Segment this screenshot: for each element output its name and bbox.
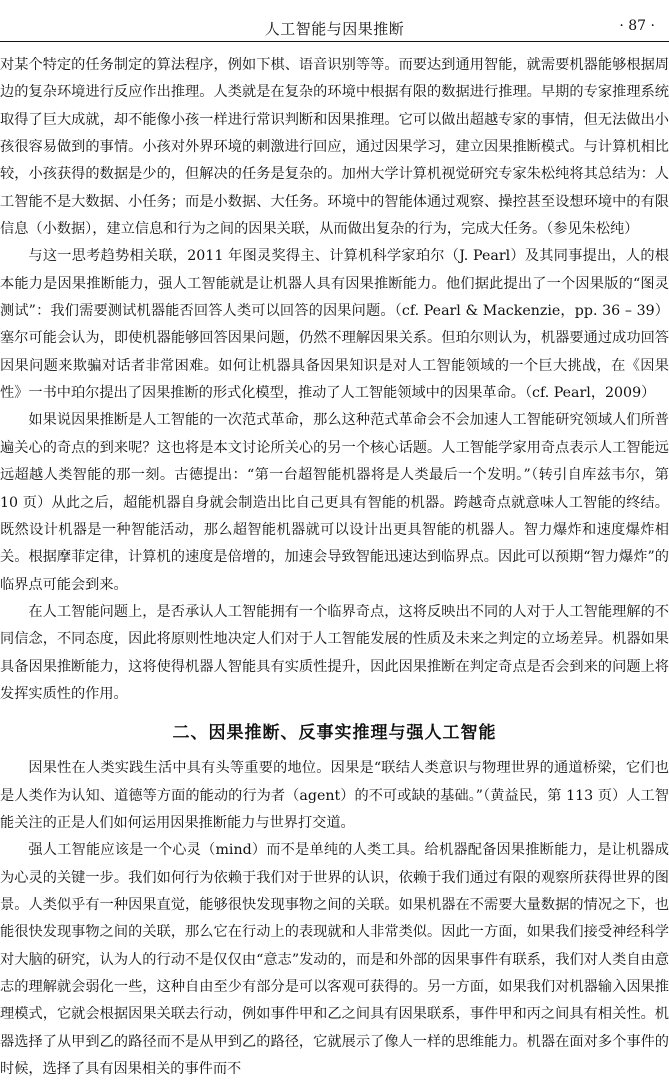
- body-paragraph: 与这一思考趋势相关联，2011 年图灵奖得主、计算机科学家珀尔（J. Pearl）及其同事提出，人的根本能力是因果推断能力，强人工智能就是让机器人具有因果推断能力。他们据此提出了一个因果版的“图灵测试”：我们需要测试机器能否回答人类可以回答的因果问题。（cf. Pearl & Mackenzie，pp. 36 – 39）塞尔可能会认为，即使机器能够回答因果问题，仍然不理解因果关系。但珀尔则认为，机器要通过成功回答因果问题来欺骗对话者非常困难。如何让机器具备因果知识是对人工智能领域的一个巨大挑战，在《因果性》一书中珀尔提出了因果推断的形式化模型，推动了人工智能领域中的因果革命。（cf. Pearl，2009）: [0, 248, 669, 402]
- body-paragraph: 因果性在人类实践生活中具有头等重要的地位。因果是“联结人类意识与物理世界的通道桥梁，它们也是人类作为认知、道德等方面的能动的行为者（agent）的不可或缺的基础。”（黄益民，第 113 页）人工智能关注的正是人们如何运用因果推断能力与世界打交道。: [0, 760, 669, 831]
- running-header: [0, 0, 669, 45]
- body-paragraph: 如果说因果推断是人工智能的一次范式革命，那么这种范式革命会不会加速人工智能研究领域人们所普遍关心的奇点的到来呢？这也将是本文讨论所关心的另一个核心话题。人工智能学家用奇点表示人工智能远远超越人类智能的那一刻。古德提出：“第一台超智能机器将是人类最后一个发明。”（转引自库兹韦尔，第 10 页）从此之后，超能机器自身就会制造出比自己更具有智能的机器。跨越奇点就意味人工智能的终结。既然设计机器是一种智能活动，那么超智能机器就可以设计出更具智能的机器人。智力爆炸和速度爆炸相关。根据摩菲定律，计算机的速度是倍增的，加速会导致智能迅速达到临界点。因此可以预期“智力爆炸”的临界点可能会到来。: [0, 412, 669, 593]
- body-paragraph: 在人工智能问题上，是否承认人工智能拥有一个临界奇点，这将反映出不同的人对于人工智能理解的不同信念，不同态度，因此将原则性地决定人们对于人工智能发展的性质及未来之判定的立场差异。机器如果具备因果推断能力，这将使得机器人智能具有实质性提升，因此因果推断在判定奇点是否会到来的问题上将发挥实质性的作用。: [0, 603, 669, 702]
- section-heading: 二、因果推断、反事实推理与强人工智能: [172, 723, 497, 744]
- body-paragraph: 强人工智能应该是一个心灵（mind）而不是单纯的人类工具。给机器配备因果推断能力，是让机器成为心灵的关键一步。我们如何行为依赖于我们对于世界的认识，依赖于我们通过有限的观察所获得世界的图景。人类似乎有一种因果直觉，能够很快发现事物之间的关联。如果机器在不需要大量数据的情况之下，也能很快发现事物之间的关联，那么它在行动上的表现就和人非常类似。因此一方面，如果我们接受神经科学对大脑的研究，认为人的行动不是仅仅由“意志”发动的，而是和外部的因果事件有联系，我们对人类自由意志的理解就会弱化一些，这种自由至少有部分是可以客观可获得的。另一方面，如果我们对机器输入因果推理模式，它就会根据因果关联去行动，例如事件甲和乙之间具有因果联系，事件甲和丙之间具有相关性。机器选择了从甲到乙的路径而不是从甲到乙的路径，它就展示了像人一样的思维能力。机器在面对多个事件的时候，选择了具有因果相关的事件而不: [0, 842, 669, 1078]
- header-rule: [0, 41, 669, 42]
- body-paragraph: 对某个特定的任务制定的算法程序，例如下棋、语音识别等等。而要达到通用智能，就需要机器能够根据周边的复杂环境进行反应作出推理。人类就是在复杂的环境中根据有限的数据进行推理。早期的专家推理系统取得了巨大成就，却不能像小孩一样进行常识判断和因果推理。它可以做出超越专家的事情，但无法做出小孩很容易做到的事情。小孩对外界环境的刺激进行回应，通过因果学习，建立因果推断模式。与计算机相比较，小孩获得的数据是少的，但解决的任务是复杂的。加州大学计算机视觉研究专家朱松纯将其总结为：人工智能不是大数据、小任务；而是小数据、大任务。环境中的智能体通过观察、操控甚至设想环境中的有限信息（小数据），建立信息和行为之间的因果关联，从而做出复杂的行为，完成大任务。（参见朱松纯）: [0, 57, 669, 238]
- running-title: 人工智能与因果推断: [264, 20, 405, 38]
- page-number: · 87 ·: [619, 18, 655, 34]
- page-body: [0, 52, 669, 1083]
